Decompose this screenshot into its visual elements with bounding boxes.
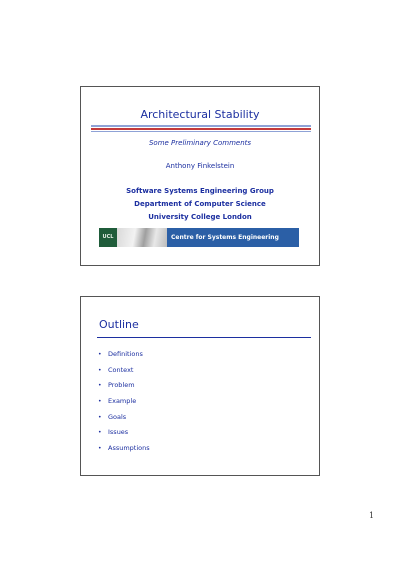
- bullet-icon: •: [98, 398, 102, 406]
- list-item: [81, 378, 150, 394]
- list-item-label: Context: [108, 365, 134, 374]
- centre-banner: [99, 228, 299, 247]
- list-item: [81, 394, 150, 410]
- affiliation-block: [81, 185, 319, 224]
- affiliation-line: Department of Computer Science: [134, 200, 266, 208]
- affiliation-line: University College London: [148, 213, 252, 221]
- list-item: [81, 347, 150, 363]
- list-item-label: Issues: [108, 428, 129, 437]
- bullet-icon: •: [98, 366, 102, 374]
- bullet-icon: •: [98, 445, 102, 453]
- list-item: [81, 441, 150, 457]
- bullet-icon: •: [98, 429, 102, 437]
- outline-slide: [80, 296, 320, 476]
- banner-text: Centre for Systems Engineering: [171, 234, 279, 241]
- list-item: [81, 363, 150, 379]
- title-rule: [91, 131, 311, 132]
- slide-title: Outline: [99, 318, 139, 331]
- bullet-icon: •: [98, 382, 102, 390]
- list-item: [81, 410, 150, 426]
- outline-list: [81, 347, 150, 457]
- list-item-label: Definitions: [108, 350, 143, 358]
- slide-subtitle: Some Preliminary Comments: [148, 139, 252, 147]
- slide-title: Architectural Stability: [140, 108, 260, 121]
- page-number: 1: [369, 511, 375, 520]
- title-rule: [97, 337, 311, 338]
- title-rule: [91, 128, 311, 130]
- ucl-logo: UCL: [99, 228, 117, 247]
- list-item-label: Problem: [108, 381, 135, 390]
- title-slide: [80, 86, 320, 266]
- affiliation-line: Software Systems Engineering Group: [126, 187, 274, 195]
- author-name: Anthony Finkelstein: [165, 162, 235, 170]
- bullet-icon: •: [98, 351, 102, 358]
- title-rule: [91, 125, 311, 127]
- list-item-label: Example: [108, 397, 137, 406]
- list-item-label: Goals: [108, 412, 127, 421]
- list-item-label: Assumptions: [108, 444, 150, 453]
- bullet-icon: •: [98, 413, 102, 421]
- list-item: [81, 425, 150, 441]
- banner-photo: [117, 228, 167, 247]
